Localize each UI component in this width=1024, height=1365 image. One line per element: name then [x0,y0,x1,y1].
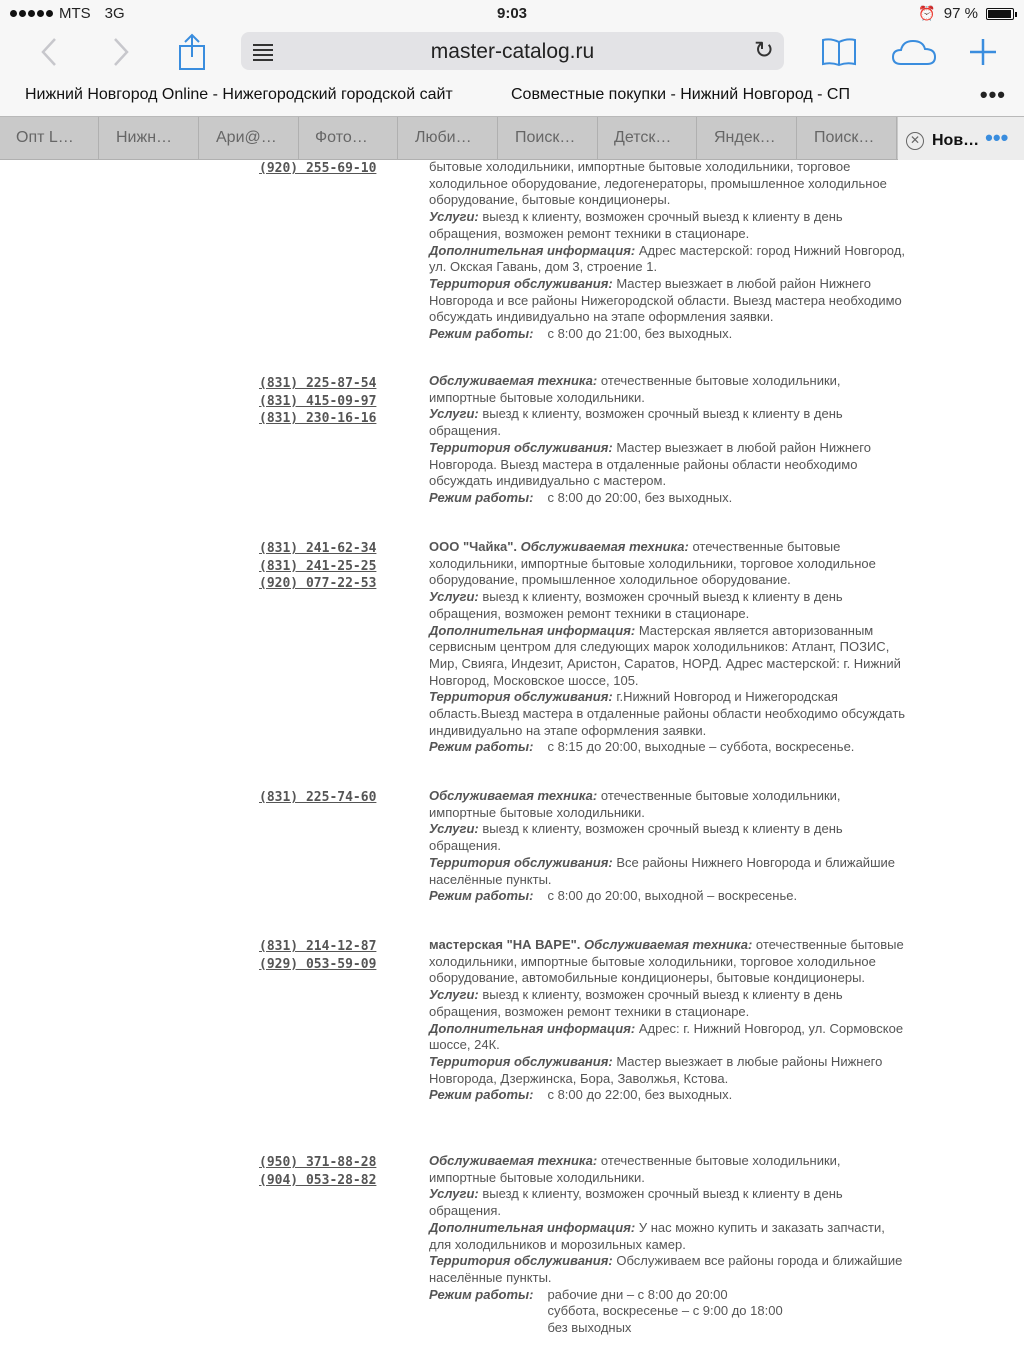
bookmark-item[interactable]: Совместные покупки - Нижний Новгород - СП [511,86,850,103]
phone-link[interactable]: (831) 230-16-16 [259,411,377,426]
status-left [10,5,125,22]
hours-label: Режим работы: [429,326,534,342]
phone-list [259,375,409,428]
forward-icon[interactable] [106,34,136,70]
hours-text: с 8:00 до 21:00, без выходных. [547,326,733,342]
status-bar [0,0,1024,28]
services-label: Услуги: [429,406,479,422]
phone-link[interactable]: (904) 053-28-82 [259,1172,377,1188]
phone-link[interactable]: (831) 415-09-97 [259,393,377,409]
services-text: выезд к клиенту, возможен срочный выезд к клиенту в день обращения. [429,821,843,854]
tech-label: Обслуживаемая техника: [429,373,598,388]
services-label: Услуги: [429,987,479,1003]
browser-toolbar [0,28,1024,78]
extra-text: Адрес: г. Нижний Новгород, ул. Сормовское шоссе, 24К. [429,1020,904,1053]
share-icon[interactable] [174,34,210,70]
tech-text: бытовые холодильники, импортные бытовые холодильники, торговое холодильное оборудование, ледогенераторы, промышленное холодильное оборудование, бытовые кондиционеры. [429,160,887,208]
tab-active[interactable] [898,117,1024,160]
territory-text: Мастер выезжает в любые районы Нижнего Новгорода, Дзержинска, Бора, Заволжья, Кстова. [429,1053,883,1086]
territory-label: Территория обслуживания: [429,439,613,455]
page-content [0,160,1024,1365]
tech-text: отечественные бытовые холодильники, импортные бытовые холодильники. [429,1153,841,1185]
services-text: выезд к клиенту, возможен срочный выезд к клиенту в день обращения. [429,1186,843,1219]
reload-icon[interactable]: ↻ [753,37,774,64]
extra-label: Дополнительная информация: [429,622,636,638]
phone-link[interactable]: (831) 225-74-60 [259,790,377,805]
url-text: master-catalog.ru [430,40,595,63]
hours-text: с 8:00 до 22:00, без выходных. [547,1087,733,1103]
battery-percent: 97 % [943,5,978,22]
entry-description [429,160,909,343]
tech-label: Обслуживаемая техника: [584,937,753,952]
entry-description [429,539,909,756]
entry-description [429,373,909,507]
tech-text: отечественные бытовые холодильники, импортные бытовые холодильники. [429,788,841,820]
alarm-icon: ⏰ [918,5,936,21]
hours-line: суббота, воскресенье – с 9:00 до 18:00 [547,1303,783,1319]
tech-text: отечественные бытовые холодильники, импортные бытовые холодильники. [429,373,841,405]
phone-link[interactable]: (831) 241-25-25 [259,558,377,574]
clock: 9:03 [496,5,528,22]
company-name: мастерская "НА ВАРЕ". [429,937,581,952]
phone-list [259,938,409,973]
phone-link[interactable]: (831) 214-12-87 [259,939,377,954]
tab[interactable]: Люби… [399,117,498,160]
tab-more-icon[interactable]: ••• [985,125,1009,150]
territory-label: Территория обслуживания: [429,689,613,705]
hours-label: Режим работы: [429,1286,534,1302]
phone-link[interactable]: (950) 371-88-28 [259,1155,377,1170]
extra-label: Дополнительная информация: [429,1020,636,1036]
hours-lines [547,1287,782,1337]
bookmarks-bar [0,78,1024,116]
extra-text: У нас можно купить и заказать запчасти, для холодильников и морозильных камер. [429,1219,885,1252]
address-bar[interactable] [241,32,784,70]
tab[interactable]: Фото… [299,117,398,160]
territory-label: Территория обслуживания: [429,1053,613,1069]
tech-text: отечественные бытовые холодильники, импортные бытовые холодильники, торговое холодильное оборудование, автомобильные кондиционеры, бытовые кондиционеры. [429,937,904,986]
services-label: Услуги: [429,209,479,225]
tab[interactable]: Нижн… [100,117,199,160]
phone-link[interactable]: (831) 225-87-54 [259,376,377,391]
territory-text: Все районы Нижнего Новгорода и ближайшие населённые пункты. [429,854,895,887]
phone-link[interactable]: (920) 077-22-53 [259,576,377,591]
territory-text: Мастер выезжает в любой район Нижнего Новгорода и все районы Нижегородской области. Выезд мастера необходимо обсуждать индивидуально на этапе оформления заявки. [429,275,902,325]
tech-label: Обслуживаемая техника: [429,1153,598,1168]
company-name: ООО "Чайка". [429,539,517,554]
phone-link[interactable]: (929) 053-59-09 [259,956,377,972]
hours-text: с 8:00 до 20:00, выходной – воскресенье. [547,888,798,904]
tab[interactable]: Яндек… [698,117,797,160]
active-tab-label: Нов… [932,132,980,149]
extra-label: Дополнительная информация: [429,242,636,258]
hours-line: рабочие дни – с 8:00 до 20:00 [547,1286,728,1302]
status-right [918,5,1014,22]
tab-bar [0,116,1024,160]
tab[interactable]: Опт L… [0,117,99,160]
entry-description [429,788,909,905]
services-text: выезд к клиенту, возможен срочный выезд к клиенту в день обращения, возможен ремонт техники в стационаре. [429,209,843,241]
territory-label: Территория обслуживания: [429,854,613,870]
services-text: выезд к клиенту, возможен срочный выезд к клиенту в день обращения. [429,406,843,439]
tab[interactable]: Детск… [598,117,697,160]
services-label: Услуги: [429,821,479,837]
tab[interactable]: Поиск… [499,117,598,160]
hours-text: с 8:00 до 20:00, без выходных. [547,489,733,505]
territory-text: г.Нижний Новгород и Нижегородская область.Выезд мастера в отдаленные районы области необходимо обсуждать индивидуально на этапе оформления заявки. [429,689,906,738]
hours-label: Режим работы: [429,1087,534,1103]
territory-label: Территория обслуживания: [429,1253,613,1269]
hours-label: Режим работы: [429,489,534,505]
signal-icon [10,10,53,17]
territory-text: Мастер выезжает в любой район Нижнего Новгорода. Выезд мастера в отдаленные районы области необходимо обсуждать индивидуально с мастером. [429,439,871,489]
entry-description [429,937,909,1104]
extra-text: Мастерская является авторизованным сервисным центром для следующих марок холодильников: Атлант, ПОЗИС, Мир, Свияга, Индезит, Аристон, Саратов, НОРД. Адрес мастерской: г. Нижний Новгород, Московское шоссе, 105. [429,622,901,688]
territory-text: Обслуживаем все районы города и ближайшие населённые пункты. [429,1253,903,1285]
hours-label: Режим работы: [429,739,534,755]
phone-list [259,540,409,593]
bookmark-item[interactable]: Нижний Новгород Online - Нижегородский городской сайт [25,86,453,103]
services-label: Услуги: [429,589,479,605]
tech-label: Обслуживаемая техника: [429,788,598,803]
tab[interactable]: Поиск… [798,117,897,160]
tech-label: Обслуживаемая техника: [520,539,689,554]
battery-icon [986,8,1014,20]
back-icon[interactable] [34,34,64,70]
tab[interactable]: Ари@… [200,117,299,160]
territory-label: Территория обслуживания: [429,275,613,291]
entry-description [429,1153,909,1337]
services-text: выезд к клиенту, возможен срочный выезд к клиенту в день обращения, возможен ремонт техники в стационаре. [429,987,843,1019]
bookmarks-icon[interactable] [820,34,858,70]
network-label: 3G [104,5,125,22]
new-tab-icon[interactable] [966,34,1000,70]
phone-list [259,789,409,807]
services-label: Услуги: [429,1186,479,1202]
tech-text: отечественные бытовые холодильники, импортные бытовые холодильники, торговое холодильное оборудование, промышленное холодильное оборудование. [429,539,876,588]
carrier-label: MTS [59,5,91,22]
phone-list [259,160,409,178]
extra-label: Дополнительная информация: [429,1219,636,1235]
extra-text: Адрес мастерской: город Нижний Новгород, ул. Окская Гавань, дом 3, строение 1. [429,242,905,275]
close-tab-icon[interactable]: ✕ [906,132,924,150]
hours-label: Режим работы: [429,888,534,904]
phone-link[interactable]: (920) 255-69-10 [259,161,377,176]
hours-text: с 8:15 до 20:00, выходные – суббота, воскресенье. [547,739,855,755]
more-bookmarks-icon[interactable]: ••• [979,82,1006,107]
phone-link[interactable]: (831) 241-62-34 [259,541,377,556]
icloud-tabs-icon[interactable] [890,34,938,70]
phone-list [259,1154,409,1189]
services-text: выезд к клиенту, возможен срочный выезд к клиенту в день обращения, возможен ремонт техники в стационаре. [429,589,843,621]
hours-line: без выходных [547,1320,632,1336]
